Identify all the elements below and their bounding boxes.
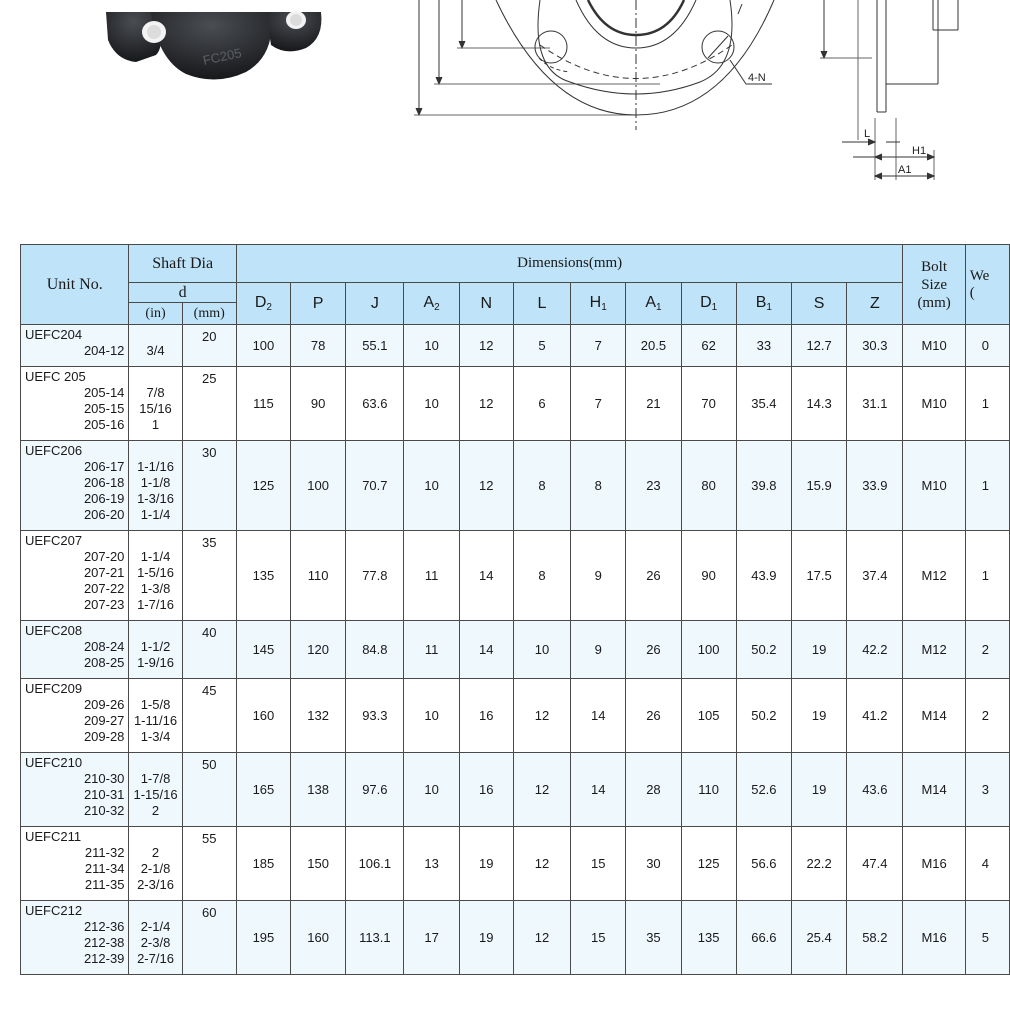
unit-variant: 210-30: [83, 771, 125, 786]
unit-variant: 209-27: [83, 713, 125, 728]
dimension-cell: 14: [459, 531, 513, 621]
dimension-cell: 150: [291, 827, 346, 901]
dimension-cell: 11: [404, 621, 459, 679]
unit-no-cell: [21, 827, 129, 901]
unit-name: UEFC208: [25, 623, 83, 638]
unit-no-cell: [21, 621, 129, 679]
dimension-cell: 10: [513, 621, 570, 679]
unit-name: UEFC204: [25, 327, 83, 342]
dimension-cell: 19: [791, 753, 846, 827]
dimension-cell: 37.4: [847, 531, 903, 621]
dimension-cell: 165: [236, 753, 290, 827]
unit-name: UEFC 205: [25, 369, 86, 384]
dimension-cell: 14.3: [791, 367, 846, 441]
unit-variant: 206-18: [83, 475, 125, 490]
dimension-cell: 113.1: [346, 901, 404, 975]
dimension-cell: 26: [626, 679, 681, 753]
table-row: [21, 367, 1010, 441]
shaft-inch-value: 2-1/4: [140, 919, 171, 934]
dimension-cell: 8: [571, 441, 626, 531]
dimension-cell: 16: [459, 753, 513, 827]
unit-no-cell: [21, 679, 129, 753]
dimension-cell: 125: [236, 441, 290, 531]
dimension-cell: 12.7: [791, 325, 846, 367]
dimension-cell: 6: [513, 367, 570, 441]
unit-no-cell: [21, 325, 129, 367]
shaft-mm-cell: 50: [182, 753, 236, 827]
shaft-mm-cell: 35: [182, 531, 236, 621]
dimension-cell: 12: [459, 367, 513, 441]
dimension-cell: 100: [291, 441, 346, 531]
dimension-cell: 62: [681, 325, 736, 367]
product-photo: [96, 0, 336, 90]
dimension-cell: 12: [459, 441, 513, 531]
unit-variant: 210-32: [83, 803, 125, 818]
shaft-inch-value: 1-7/16: [137, 597, 174, 612]
unit-name: UEFC212: [25, 903, 83, 918]
shaft-inch-value: 1-1/2: [140, 639, 171, 654]
dimension-cell: 90: [681, 531, 736, 621]
unit-variant: 208-24: [83, 639, 125, 654]
dimension-cell: 17: [404, 901, 459, 975]
dimension-cell: 77.8: [346, 531, 404, 621]
unit-variant: 211-35: [84, 877, 125, 892]
header-dim-b1: $B_1$: [736, 283, 791, 325]
shaft-inch-cell: [129, 367, 182, 441]
unit-variant: 207-23: [83, 597, 125, 612]
unit-variant: 207-20: [83, 549, 125, 564]
dimension-cell: 105: [681, 679, 736, 753]
dimension-cell: 23: [626, 441, 681, 531]
unit-no-cell: [21, 367, 129, 441]
shaft-inch-value: 2-3/16: [137, 877, 174, 892]
dimension-cell: 84.8: [346, 621, 404, 679]
dimension-cell: 120: [291, 621, 346, 679]
shaft-inch-cell: [129, 827, 182, 901]
shaft-mm-cell: 25: [182, 367, 236, 441]
dimension-cell: 115: [236, 367, 290, 441]
unit-variant: 209-26: [83, 697, 125, 712]
shaft-inch-value: 1-1/4: [140, 507, 171, 522]
dimension-cell: 70.7: [346, 441, 404, 531]
dimension-cell: 9: [571, 621, 626, 679]
dimension-cell: 21: [626, 367, 681, 441]
dimension-cell: 17.5: [791, 531, 846, 621]
dimension-cell: 26: [626, 531, 681, 621]
label-a1: A1: [898, 164, 912, 176]
dimension-cell: 132: [291, 679, 346, 753]
header-dim-l: L: [513, 283, 570, 325]
weight-cell: 1: [965, 531, 1009, 621]
header-weight: We (: [965, 245, 1009, 325]
shaft-mm-cell: 20: [182, 325, 236, 367]
shaft-inch-value: 1-1/4: [140, 549, 171, 564]
shaft-inch-value: 1-1/16: [137, 459, 174, 474]
unit-variant: 207-21: [83, 565, 125, 580]
dimension-cell: 12: [513, 753, 570, 827]
dimension-cell: 31.1: [847, 367, 903, 441]
unit-variant: 204-12: [83, 343, 125, 358]
dimension-cell: 10: [404, 441, 459, 531]
unit-variant: 206-20: [83, 507, 125, 522]
dimension-cell: 110: [681, 753, 736, 827]
unit-name: UEFC210: [25, 755, 83, 770]
dimension-cell: 19: [791, 621, 846, 679]
dimension-cell: 14: [571, 679, 626, 753]
header-bolt-size: Bolt Size (mm): [903, 245, 965, 325]
header-dim-d2: $D_2$: [236, 283, 290, 325]
unit-variant: 212-36: [83, 919, 125, 934]
shaft-inch-value: 2: [151, 803, 160, 818]
dimension-cell: 110: [291, 531, 346, 621]
dimension-cell: 58.2: [847, 901, 903, 975]
header-dim-h1: $H_1$: [571, 283, 626, 325]
header-dim-s: S: [791, 283, 846, 325]
unit-variant: 207-22: [83, 581, 125, 596]
dimension-cell: 35.4: [736, 367, 791, 441]
dimension-cell: 52.6: [736, 753, 791, 827]
side-view-drawing: [820, 0, 990, 190]
dimension-cell: 8: [513, 441, 570, 531]
dimension-cell: 43.9: [736, 531, 791, 621]
dimension-cell: 26: [626, 621, 681, 679]
weight-cell: 4: [965, 827, 1009, 901]
shaft-mm-cell: 40: [182, 621, 236, 679]
dimension-cell: 30: [626, 827, 681, 901]
table-row: [21, 441, 1010, 531]
shaft-inch-cell: [129, 441, 182, 531]
dimension-cell: 12: [513, 827, 570, 901]
dimension-cell: 22.2: [791, 827, 846, 901]
header-dim-d1: $D_1$: [681, 283, 736, 325]
header-dim-z: Z: [847, 283, 903, 325]
unit-variant: 205-16: [83, 417, 125, 432]
casting-mark: FC205: [201, 45, 243, 68]
shaft-inch-value: 2-7/16: [137, 951, 174, 966]
shaft-inch-value: 1-3/4: [140, 729, 171, 744]
dimension-cell: 42.2: [847, 621, 903, 679]
dimension-cell: 63.6: [346, 367, 404, 441]
dimension-cell: 7: [571, 367, 626, 441]
dimension-cell: 28: [626, 753, 681, 827]
unit-name: UEFC207: [25, 533, 83, 548]
dimension-cell: 10: [404, 753, 459, 827]
weight-cell: 1: [965, 441, 1009, 531]
label-h1: H1: [912, 145, 927, 157]
shaft-inch-value: 3/4: [146, 343, 165, 358]
header-dim-a2: $A_2$: [404, 283, 459, 325]
shaft-mm-cell: 45: [182, 679, 236, 753]
shaft-inch-value: 1-11/16: [133, 713, 178, 728]
dimension-cell: 135: [236, 531, 290, 621]
table-row: [21, 325, 1010, 367]
shaft-mm-cell: 60: [182, 901, 236, 975]
front-view-drawing: [400, 0, 800, 130]
dimension-cell: 12: [513, 901, 570, 975]
dimension-cell: 135: [681, 901, 736, 975]
shaft-inch-value: 7/8: [146, 385, 165, 400]
dimension-cell: 19: [459, 827, 513, 901]
unit-variant: 206-17: [83, 459, 125, 474]
dimension-cell: 19: [459, 901, 513, 975]
header-dim-j: J: [346, 283, 404, 325]
shaft-inch-cell: [129, 753, 182, 827]
shaft-inch-cell: [129, 531, 182, 621]
shaft-mm-cell: 55: [182, 827, 236, 901]
header-dim-n: N: [459, 283, 513, 325]
table-row: [21, 531, 1010, 621]
table-row: [21, 621, 1010, 679]
dimension-cell: 93.3: [346, 679, 404, 753]
dimension-cell: 97.6: [346, 753, 404, 827]
dimension-cell: 14: [459, 621, 513, 679]
shaft-inch-value: 1-3/16: [137, 491, 174, 506]
shaft-inch-value: 1-7/8: [140, 771, 171, 786]
dimension-cell: 100: [236, 325, 290, 367]
dimension-cell: 145: [236, 621, 290, 679]
shaft-inch-cell: [129, 679, 182, 753]
bolt-size-cell: M12: [903, 531, 965, 621]
weight-cell: 2: [965, 679, 1009, 753]
dimension-cell: 33: [736, 325, 791, 367]
dimension-cell: 7: [571, 325, 626, 367]
dimension-cell: 100: [681, 621, 736, 679]
dimension-cell: 80: [681, 441, 736, 531]
header-mm: (mm): [182, 303, 236, 325]
dimension-cell: 15.9: [791, 441, 846, 531]
bolt-size-cell: M10: [903, 441, 965, 531]
dimension-cell: 16: [459, 679, 513, 753]
dimension-cell: 12: [459, 325, 513, 367]
dimension-cell: 13: [404, 827, 459, 901]
spec-table: [20, 244, 1010, 975]
dimension-cell: 8: [513, 531, 570, 621]
dimension-cell: 185: [236, 827, 290, 901]
dimension-cell: 55.1: [346, 325, 404, 367]
header-dim-a1: $A_1$: [626, 283, 681, 325]
header-dim-p: P: [291, 283, 346, 325]
weight-cell: 0: [965, 325, 1009, 367]
dimension-cell: 160: [236, 679, 290, 753]
shaft-inch-value: 1-15/16: [133, 787, 178, 802]
unit-variant: 211-34: [84, 861, 125, 876]
unit-variant: 212-39: [83, 951, 125, 966]
spec-table-viewport: [20, 244, 988, 994]
dimension-cell: 35: [626, 901, 681, 975]
dimension-cell: 15: [571, 901, 626, 975]
unit-no-cell: [21, 531, 129, 621]
header-d: d: [129, 283, 236, 303]
dimension-cell: 41.2: [847, 679, 903, 753]
unit-variant: 208-25: [83, 655, 125, 670]
unit-variant: 205-14: [83, 385, 125, 400]
dimension-cell: 70: [681, 367, 736, 441]
table-row: [21, 901, 1010, 975]
dimension-cell: 50.2: [736, 679, 791, 753]
shaft-inch-value: 1-9/16: [137, 655, 174, 670]
header-in: (in): [129, 303, 182, 325]
header-unit-no: Unit No.: [21, 245, 129, 325]
dimension-cell: 50.2: [736, 621, 791, 679]
bolt-size-cell: M14: [903, 753, 965, 827]
bolt-size-cell: M12: [903, 621, 965, 679]
shaft-inch-value: 1-5/16: [137, 565, 174, 580]
weight-cell: 5: [965, 901, 1009, 975]
dimension-cell: 30.3: [847, 325, 903, 367]
dimension-cell: 160: [291, 901, 346, 975]
dimension-cell: 11: [404, 531, 459, 621]
unit-name: UEFC206: [25, 443, 83, 458]
bolt-size-cell: M16: [903, 827, 965, 901]
dimension-cell: 56.6: [736, 827, 791, 901]
table-row: [21, 827, 1010, 901]
bolt-size-cell: M16: [903, 901, 965, 975]
shaft-inch-value: 2: [151, 845, 160, 860]
unit-variant: 206-19: [83, 491, 125, 506]
dimension-cell: 66.6: [736, 901, 791, 975]
dimension-cell: 138: [291, 753, 346, 827]
shaft-inch-cell: [129, 901, 182, 975]
dimension-cell: 125: [681, 827, 736, 901]
shaft-inch-value: 15/16: [139, 401, 172, 416]
shaft-inch-cell: [129, 621, 182, 679]
dimension-cell: 15: [571, 827, 626, 901]
dimension-cell: 33.9: [847, 441, 903, 531]
shaft-inch-value: 1-3/8: [140, 581, 171, 596]
shaft-mm-cell: 30: [182, 441, 236, 531]
dimension-cell: 5: [513, 325, 570, 367]
dimension-cell: 10: [404, 325, 459, 367]
unit-variant: 212-38: [83, 935, 125, 950]
spec-table-body: [21, 325, 1010, 975]
bolt-size-cell: M10: [903, 325, 965, 367]
dimension-cell: 10: [404, 679, 459, 753]
shaft-inch-value: 1: [151, 417, 160, 432]
weight-cell: 3: [965, 753, 1009, 827]
shaft-inch-value: 1-5/8: [140, 697, 171, 712]
bolt-size-cell: M14: [903, 679, 965, 753]
dimension-cell: 47.4: [847, 827, 903, 901]
weight-cell: 1: [965, 367, 1009, 441]
dimension-cell: 78: [291, 325, 346, 367]
unit-name: UEFC209: [25, 681, 83, 696]
unit-no-cell: [21, 441, 129, 531]
shaft-inch-cell: [129, 325, 182, 367]
unit-no-cell: [21, 753, 129, 827]
dimension-cell: 106.1: [346, 827, 404, 901]
unit-name: UEFC211: [25, 829, 82, 844]
unit-variant: 211-32: [84, 845, 125, 860]
shaft-inch-value: 2-1/8: [140, 861, 171, 876]
dimension-cell: 14: [571, 753, 626, 827]
unit-variant: 205-15: [83, 401, 125, 416]
unit-no-cell: [21, 901, 129, 975]
label-4n: 4-N: [748, 72, 766, 84]
header-shaft-dia: Shaft Dia: [129, 245, 236, 283]
table-row: [21, 753, 1010, 827]
bolt-size-cell: M10: [903, 367, 965, 441]
dimension-cell: 39.8: [736, 441, 791, 531]
weight-cell: 2: [965, 621, 1009, 679]
unit-variant: 209-28: [83, 729, 125, 744]
dimension-cell: 195: [236, 901, 290, 975]
dimension-cell: 19: [791, 679, 846, 753]
dimension-cell: 12: [513, 679, 570, 753]
dimension-cell: 90: [291, 367, 346, 441]
shaft-inch-value: 2-3/8: [140, 935, 171, 950]
unit-variant: 210-31: [83, 787, 125, 802]
dimension-cell: 20.5: [626, 325, 681, 367]
table-row: [21, 679, 1010, 753]
dimension-cell: 9: [571, 531, 626, 621]
header-dimensions: Dimensions(mm): [236, 245, 903, 283]
dimension-cell: 43.6: [847, 753, 903, 827]
dimension-cell: 10: [404, 367, 459, 441]
shaft-inch-value: 1-1/8: [140, 475, 171, 490]
dimension-cell: 25.4: [791, 901, 846, 975]
label-l: L: [864, 128, 871, 140]
